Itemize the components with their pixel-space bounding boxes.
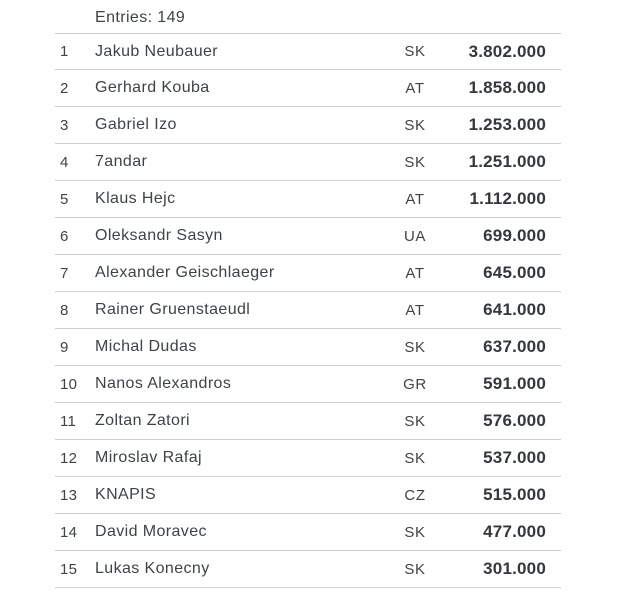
- country-cell: GR: [403, 375, 427, 393]
- rank-cell: 8: [60, 301, 69, 319]
- country-cell: AT: [405, 190, 425, 208]
- rank-cell: 3: [60, 116, 69, 134]
- chip-count-cell: 641.000: [483, 300, 546, 319]
- table-row: [55, 514, 561, 551]
- country-cell: SK: [404, 449, 426, 467]
- chip-count-cell: 3.802.000: [468, 41, 546, 61]
- rank-cell: 1: [60, 43, 69, 60]
- country-cell: AT: [405, 79, 425, 97]
- chip-count-cell: 576.000: [483, 411, 546, 430]
- country-cell: SK: [404, 412, 426, 430]
- rank-cell: 2: [60, 79, 69, 97]
- country-cell: SK: [404, 523, 426, 541]
- rank-cell: 9: [60, 338, 69, 356]
- table-row: [55, 181, 561, 218]
- country-cell: SK: [404, 153, 426, 171]
- player-name-cell: 7andar: [95, 153, 148, 170]
- table-row: [55, 33, 561, 70]
- player-name-cell: Zoltan Zatori: [95, 412, 191, 429]
- chip-count-cell: 1.253.000: [468, 115, 546, 134]
- player-name-cell: Oleksandr Sasyn: [95, 227, 223, 244]
- player-name-cell: Rainer Gruenstaeudl: [95, 301, 251, 318]
- country-cell: CZ: [404, 486, 426, 504]
- player-name-cell: Alexander Geischlaeger: [95, 264, 275, 281]
- table-row: [55, 144, 561, 181]
- chip-count-cell: 537.000: [483, 448, 546, 467]
- table-row: [55, 218, 561, 255]
- rank-cell: 4: [60, 153, 69, 171]
- table-row: [55, 255, 561, 292]
- country-cell: SK: [404, 560, 426, 578]
- country-cell: SK: [404, 338, 426, 356]
- chip-count-cell: 699.000: [483, 226, 546, 245]
- player-name-cell: Nanos Alexandros: [95, 375, 232, 392]
- chip-count-table: [55, 33, 561, 588]
- table-row: [55, 440, 561, 477]
- player-name-cell: David Moravec: [95, 523, 207, 540]
- player-name-cell: Lukas Konecny: [95, 560, 210, 577]
- rank-cell: 7: [60, 264, 69, 282]
- rank-cell: 11: [60, 412, 77, 430]
- player-name-cell: Gerhard Kouba: [95, 79, 210, 96]
- chip-count-cell: 1.858.000: [468, 78, 546, 97]
- country-cell: AT: [405, 301, 425, 319]
- player-name-cell: Gabriel Izo: [95, 116, 177, 133]
- player-name-cell: Michal Dudas: [95, 338, 197, 355]
- table-row: [55, 292, 561, 329]
- entries-count-label: Entries: 149: [95, 9, 186, 26]
- rank-cell: 6: [60, 227, 69, 245]
- player-name-cell: Jakub Neubauer: [95, 42, 219, 60]
- country-cell: AT: [405, 264, 425, 282]
- chip-count-cell: 591.000: [483, 374, 546, 393]
- chip-count-cell: 515.000: [483, 485, 546, 504]
- rank-cell: 14: [60, 523, 78, 541]
- chip-count-cell: 637.000: [483, 337, 546, 356]
- rank-cell: 5: [60, 190, 69, 208]
- table-row: [55, 366, 561, 403]
- country-cell: SK: [404, 116, 426, 134]
- rank-cell: 10: [60, 375, 78, 393]
- rank-cell: 13: [60, 486, 78, 504]
- country-cell: UA: [403, 227, 427, 245]
- table-row: [55, 403, 561, 440]
- chip-count-cell: 477.000: [483, 522, 546, 541]
- chip-count-cell: 301.000: [483, 559, 546, 578]
- player-name-cell: Klaus Hejc: [95, 190, 176, 207]
- table-row: [55, 477, 561, 514]
- rank-cell: 15: [60, 560, 78, 578]
- rank-cell: 12: [60, 449, 78, 467]
- chip-count-cell: 645.000: [483, 263, 546, 282]
- table-row: [55, 329, 561, 366]
- player-name-cell: Miroslav Rafaj: [95, 449, 202, 466]
- player-name-cell: KNAPIS: [95, 486, 157, 503]
- table-row: [55, 551, 561, 588]
- table-row: [55, 70, 561, 107]
- table-row: [55, 107, 561, 144]
- chip-count-cell: 1.112.000: [469, 189, 546, 208]
- chip-count-cell: 1.251.000: [468, 152, 546, 171]
- country-cell: SK: [404, 43, 426, 60]
